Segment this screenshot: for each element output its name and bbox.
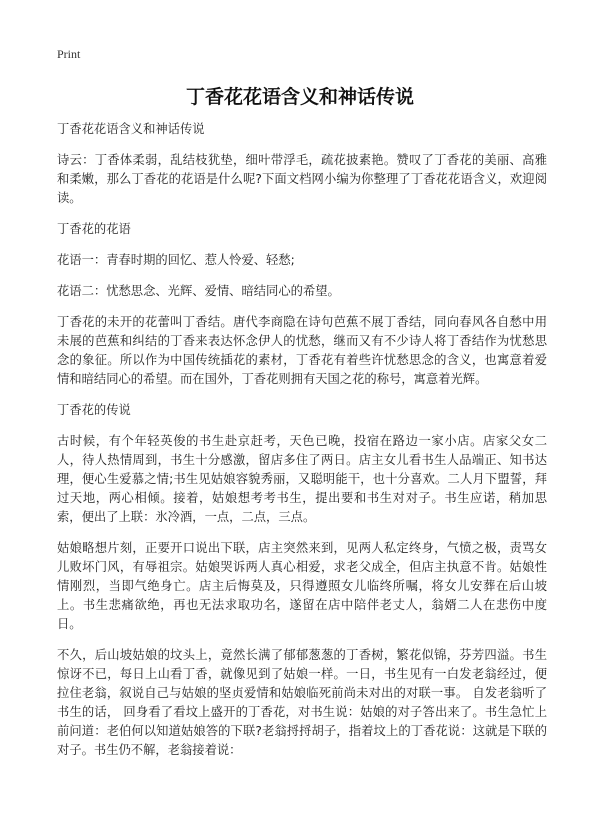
- flower-bud-paragraph: 丁香花的未开的花蕾叫丁香结。唐代李商隐在诗句芭蕉不展丁香结，同向春风各自愁中用未展的芭蕉和纠结的丁香来表达怀念伊人的忧愁，继而又有不少诗人将丁香结作为忧愁思念的象征。所以作为中国传统插花的素材，丁香花有着些许忧愁思念的含义，也寓意着爱情和暗结同心的希望。而在国外，丁香花则拥有天国之花的称号，寓意着光辉。: [57, 315, 547, 386]
- section-heading-legend: 丁香花的传说: [57, 403, 131, 417]
- intro-paragraph: 诗云：丁香体柔弱，乱结枝犹垫，细叶带浮毛，疏花披素艳。赞叹了丁香花的美丽、高雅和柔嫩，那么丁香花的花语是什么呢?下面文档网小编为你整理了丁香花花语含义，欢迎阅读。: [57, 153, 547, 205]
- flower-language-one: 花语一：青春时期的回忆、惹人怜爱、轻愁;: [57, 253, 295, 267]
- page-title: 丁香花花语含义和神话传说: [185, 86, 414, 108]
- article-body: [57, 120, 547, 772]
- print-link[interactable]: Print: [57, 47, 81, 61]
- legend-paragraph-2: 姑娘略想片刻，正要开口说出下联，店主突然来到，见两人私定终身，气愤之极，责骂女儿败坏门风，有辱祖宗。姑娘哭诉两人真心相爱，求老父成全，但店主执意不肯。姑娘性情刚烈，当即气绝身亡。店主后悔莫及，只得遵照女儿临终所嘱，将女儿安葬在后山坡上。书生悲痛欲绝，再也无法求取功名，遂留在店中陪伴老丈人，翁婿二人在悲伤中度日。: [57, 541, 547, 631]
- legend-paragraph-3: 不久，后山坡姑娘的坟头上，竟然长满了郁郁葱葱的丁香树，繁花似锦，芬芳四溢。书生惊讶不已，每日上山看丁香，就像见到了姑娘一样。一日，书生见有一白发老翁经过，便拉住老翁，叙说自己与姑娘的坚贞爱情和姑娘临死前尚未对出的对联一事。 自发老翁听了书生的话， 回身看了看坟上盛开的丁香花，对书生说：姑娘的对子答出来了。书生急忙上前问道：老伯何以知道姑娘答的下联?老翁捋捋胡子，指着坟上的丁香花说：这就是下联的对子。书生仍不解，老翁接着说：: [57, 648, 547, 757]
- subtitle-paragraph: 丁香花花语含义和神话传说: [57, 122, 205, 136]
- flower-language-two: 花语二：忧愁思念、光辉、爱情、暗结同心的希望。: [57, 284, 340, 298]
- legend-paragraph-1: 古时候，有个年轻英俊的书生赴京赶考，天色已晚，投宿在路边一家小店。店家父女二人，待人热情周到，书生十分感激，留店多住了两日。店主女儿看书生人品端正、知书达理，便心生爱慕之情;书生见姑娘容貌秀丽，又聪明能干，也十分喜欢。二人月下盟誓，拜过天地，两心相倾。接着，姑娘想考考书生，提出要和书生对对子。书生应诺，稍加思索，便出了上联：氷冷酒，一点，二点，三点。: [57, 434, 547, 524]
- section-heading-flower-language: 丁香花的花语: [57, 222, 131, 236]
